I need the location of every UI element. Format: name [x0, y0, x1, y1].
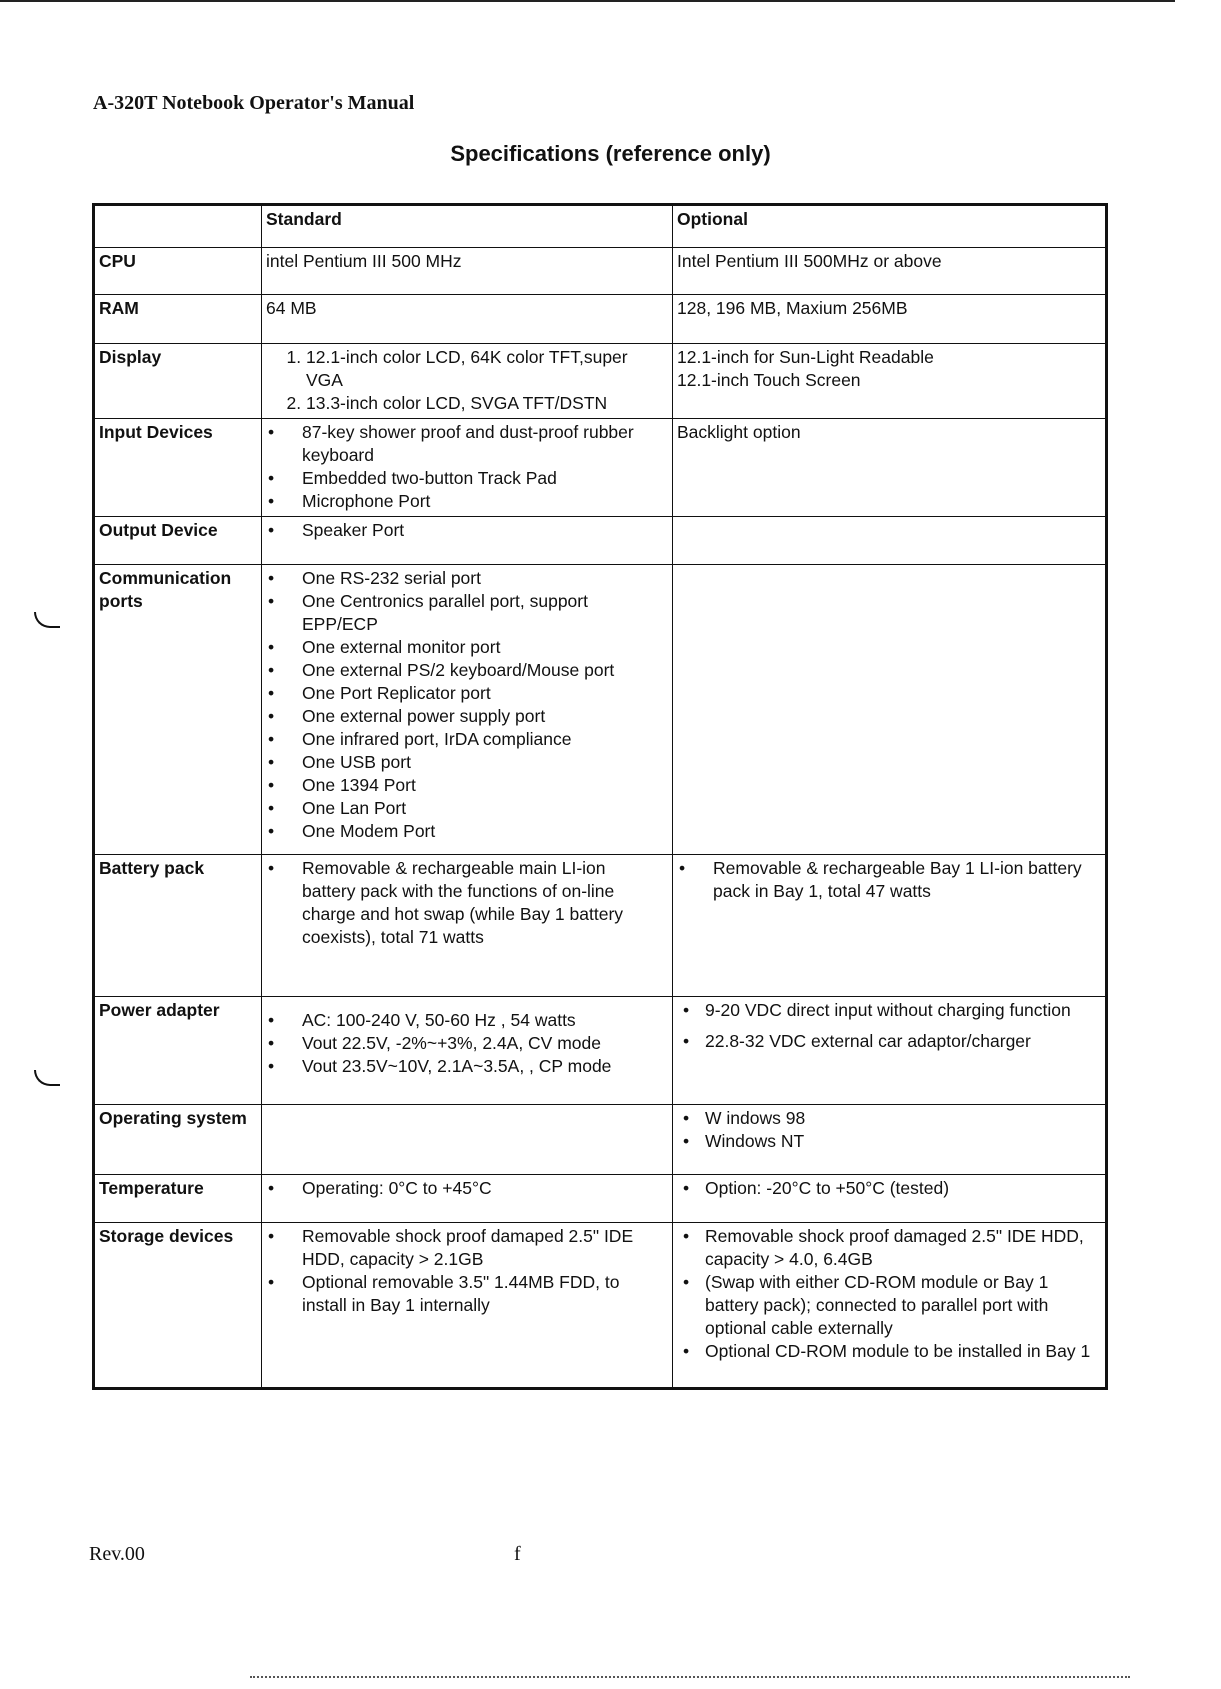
list-item: • Optional removable 3.5" 1.44MB FDD, to install in Bay 1 internally	[302, 1271, 668, 1317]
list-item: • Operating: 0°C to +45°C	[302, 1177, 668, 1200]
list-item: • W indows 98	[705, 1107, 1101, 1130]
row-label: Communication ports	[94, 565, 262, 855]
table-row-output-device	[94, 517, 1107, 565]
standard-cell	[262, 1223, 673, 1389]
list-item: • One external PS/2 keyboard/Mouse port	[302, 659, 668, 682]
standard-cell	[262, 1175, 673, 1223]
list-item: • One Port Replicator port	[302, 682, 668, 705]
list-item: • Windows NT	[705, 1130, 1101, 1153]
list-item: 12.1-inch for Sun-Light Readable	[677, 347, 934, 367]
optional-cell	[673, 855, 1107, 997]
standard-cell	[262, 517, 673, 565]
list-item: • One infrared port, IrDA compliance	[302, 728, 668, 751]
list-item: • Optional CD-ROM module to be installed in Bay 1	[705, 1340, 1101, 1363]
binding-hole-mark	[34, 612, 60, 628]
list-item: • One external monitor port	[302, 636, 668, 659]
list-item: 1. 12.1-inch color LCD, 64K color TFT,super VGA	[306, 346, 668, 392]
table-row-storage-devices	[94, 1223, 1107, 1389]
binding-hole-mark	[34, 1070, 60, 1086]
standard-cell	[262, 997, 673, 1105]
spec-table	[92, 203, 1108, 1390]
list-item: • Speaker Port	[302, 519, 668, 542]
optional-cell	[673, 565, 1107, 855]
standard-cell	[262, 419, 673, 517]
list-item: • Option: -20°C to +50°C (tested)	[705, 1177, 1101, 1200]
standard-cell	[262, 855, 673, 997]
optional-cell	[673, 344, 1107, 419]
list-item: • 87-key shower proof and dust-proof rubber keyboard	[302, 421, 668, 467]
table-row-input-devices	[94, 419, 1107, 517]
row-label: Storage devices	[94, 1223, 262, 1389]
list-item: • One Lan Port	[302, 797, 668, 820]
list-item: • Removable & rechargeable Bay 1 LI-ion battery pack in Bay 1, total 47 watts	[713, 857, 1101, 903]
list-item: • One 1394 Port	[302, 774, 668, 797]
list-item: • Embedded two-button Track Pad	[302, 467, 668, 490]
optional-cell	[673, 517, 1107, 565]
footer-revision: Rev.00	[89, 1543, 145, 1565]
standard-cell	[262, 1105, 673, 1175]
list-item: • (Swap with either CD-ROM module or Bay 1 battery pack); connected to parallel port with optional cable externally	[705, 1271, 1101, 1340]
table-header-row	[94, 205, 1107, 248]
header-optional: Optional	[673, 205, 1107, 248]
row-label: Temperature	[94, 1175, 262, 1223]
row-label: Operating system	[94, 1105, 262, 1175]
list-item: • Vout 23.5V~10V, 2.1A~3.5A, , CP mode	[302, 1055, 668, 1078]
optional-cell: Intel Pentium III 500MHz or above	[673, 248, 1107, 295]
optional-cell	[673, 1223, 1107, 1389]
top-scan-rule	[0, 0, 1175, 2]
optional-cell: 128, 196 MB, Maxium 256MB	[673, 295, 1107, 344]
list-item: • AC: 100-240 V, 50-60 Hz , 54 watts	[302, 1009, 668, 1032]
list-item: 2. 13.3-inch color LCD, SVGA TFT/DSTN	[306, 392, 668, 415]
standard-cell: intel Pentium III 500 MHz	[262, 248, 673, 295]
list-item: • Removable shock proof damaged 2.5" IDE HDD, capacity > 4.0, 6.4GB	[705, 1225, 1101, 1271]
list-item: • Vout 22.5V, -2%~+3%, 2.4A, CV mode	[302, 1032, 668, 1055]
list-item: • One USB port	[302, 751, 668, 774]
standard-cell: 64 MB	[262, 295, 673, 344]
list-item: • Removable & rechargeable main LI-ion battery pack with the functions of on-line charge and hot swap (while Bay 1 battery coexists), total 71 watts	[302, 857, 628, 949]
page-title: Specifications (reference only)	[450, 141, 771, 166]
list-item: 12.1-inch Touch Screen	[677, 370, 861, 390]
list-item: • One external power supply port	[302, 705, 668, 728]
row-label: Display	[94, 344, 262, 419]
row-label: CPU	[94, 248, 262, 295]
header-blank	[94, 205, 262, 248]
list-item: • Microphone Port	[302, 490, 668, 513]
table-row-operating-system	[94, 1105, 1107, 1175]
row-label: Input Devices	[94, 419, 262, 517]
table-row-battery-pack	[94, 855, 1107, 997]
standard-cell	[262, 344, 673, 419]
row-label: Battery pack	[94, 855, 262, 997]
manual-title: A-320T Notebook Operator's Manual	[93, 92, 415, 114]
list-item: • 9-20 VDC direct input without charging function	[705, 999, 1101, 1022]
table-row-communication-ports	[94, 565, 1107, 855]
footer-page-number: f	[514, 1543, 521, 1565]
standard-cell	[262, 565, 673, 855]
table-row-power-adapter	[94, 997, 1107, 1105]
list-item: • One Modem Port	[302, 820, 668, 843]
list-item: • Removable shock proof damaped 2.5" IDE HDD, capacity > 2.1GB	[302, 1225, 668, 1271]
optional-cell	[673, 1105, 1107, 1175]
list-item: • One Centronics parallel port, support EPP/ECP	[302, 590, 668, 636]
table-row-ram	[94, 295, 1107, 344]
optional-cell: Backlight option	[673, 419, 1107, 517]
table-row-temperature	[94, 1175, 1107, 1223]
scan-noise-line	[250, 1676, 1130, 1678]
row-label: Power adapter	[94, 997, 262, 1105]
table-row-cpu	[94, 248, 1107, 295]
optional-cell	[673, 997, 1107, 1105]
table-row-display	[94, 344, 1107, 419]
list-item: • One RS-232 serial port	[302, 567, 668, 590]
header-standard: Standard	[262, 205, 673, 248]
row-label: Output Device	[94, 517, 262, 565]
row-label: RAM	[94, 295, 262, 344]
list-item: • 22.8-32 VDC external car adaptor/charger	[705, 1030, 1101, 1053]
optional-cell	[673, 1175, 1107, 1223]
